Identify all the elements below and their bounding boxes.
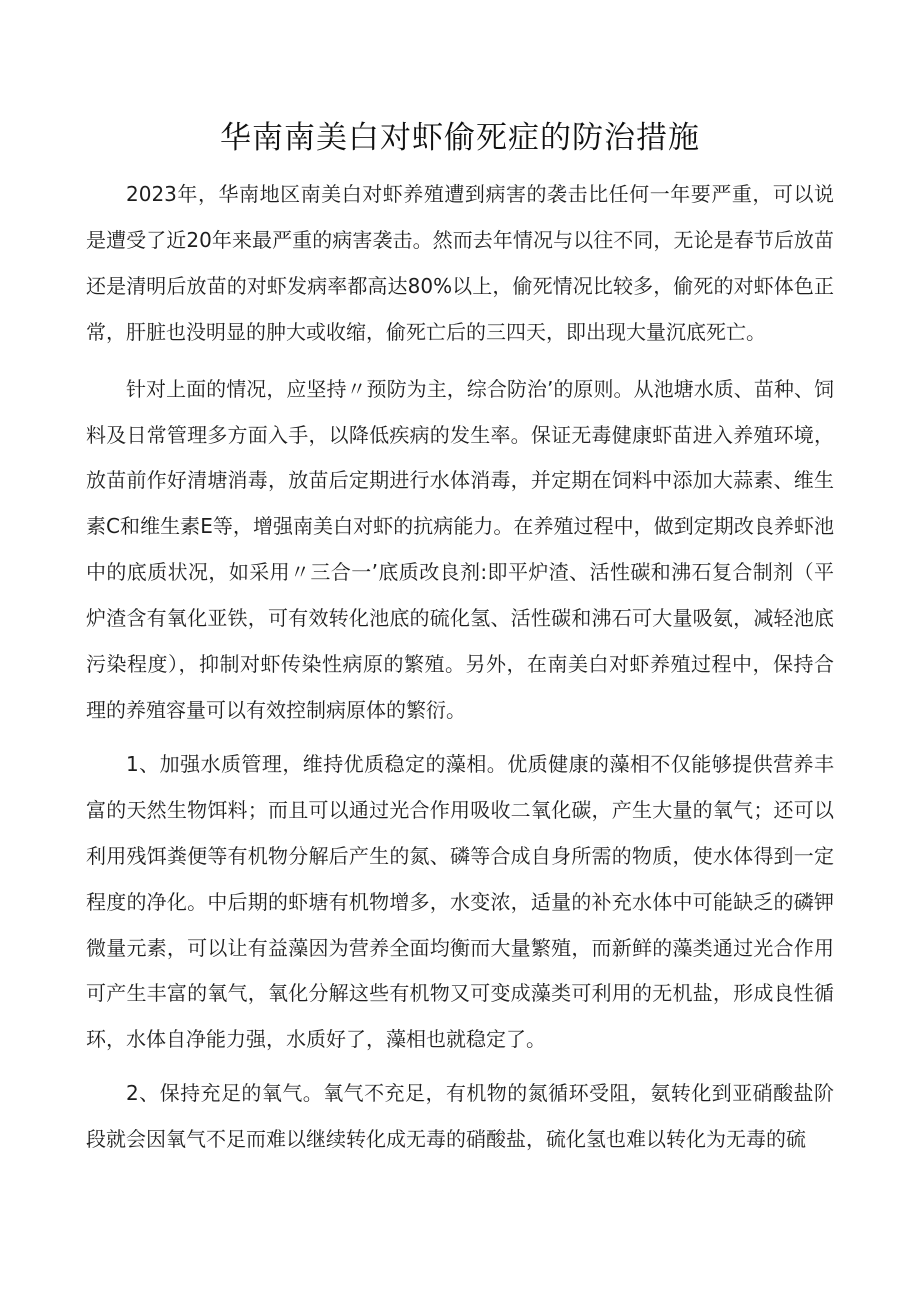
paragraph-intro: 2023年，华南地区南美白对虾养殖遭到病害的袭击比任何一年要严重，可以说是遭受了近20年来最严重的病害袭击。然而去年情况与以往不同，无论是春节后放苗还是清明后放苗的对虾发病率都高达80%以上，偷死情况比较多，偷死的对虾体色正常，肝脏也没明显的肿大或收缩，偷死亡后的三四天，即出现大量沉底死亡。 <box>86 182 834 344</box>
document-title: 华南南美白对虾偷死症的防治措施 <box>220 120 700 156</box>
document-body <box>86 172 834 1163</box>
paragraph-principles: 针对上面的情况，应坚持〃预防为主，综合防治’的原则。从池塘水质、苗种、饲料及日常管理多方面入手，以降低疾病的发生率。保证无毒健康虾苗进入养殖环境，放苗前作好清塘消毒，放苗后定期进行水体消毒，并定期在饲料中添加大蒜素、维生素C和维生素E等，增强南美白对虾的抗病能力。在养殖过程中，做到定期改良养虾池中的底质状况，如采用〃三合一’底质改良剂:即平炉渣、活性碳和沸石复合制剂（平炉渣含有氧化亚铁，可有效转化池底的硫化氢、活性碳和沸石可大量吸氨，减轻池底污染程度），抑制对虾传染性病原的繁殖。另外，在南美白对虾养殖过程中，保持合理的养殖容量可以有效控制病原体的繁衍。 <box>86 376 834 722</box>
paragraph-water-quality: 1、加强水质管理，维持优质稳定的藻相。优质健康的藻相不仅能够提供营养丰富的天然生物饵料；而且可以通过光合作用吸收二氧化碳，产生大量的氧气；还可以利用残饵粪便等有机物分解后产生的氮、磷等合成自身所需的物质，使水体得到一定程度的净化。中后期的虾塘有机物增多，水变浓，适量的补充水体中可能缺乏的磷钾微量元素，可以让有益藻因为营养全面均衡而大量繁殖，而新鲜的藻类通过光合作用可产生丰富的氧气，氧化分解这些有机物又可变成藻类可利用的无机盐，形成良性循环，水体自净能力强，水质好了，藻相也就稳定了。 <box>86 751 834 1052</box>
paragraph-oxygen: 2、保持充足的氧气。氧气不充足，有机物的氮循环受阻，氨转化到亚硝酸盐阶段就会因氧气不足而难以继续转化成无毒的硝酸盐，硫化氢也难以转化为无毒的硫 <box>86 1081 834 1152</box>
